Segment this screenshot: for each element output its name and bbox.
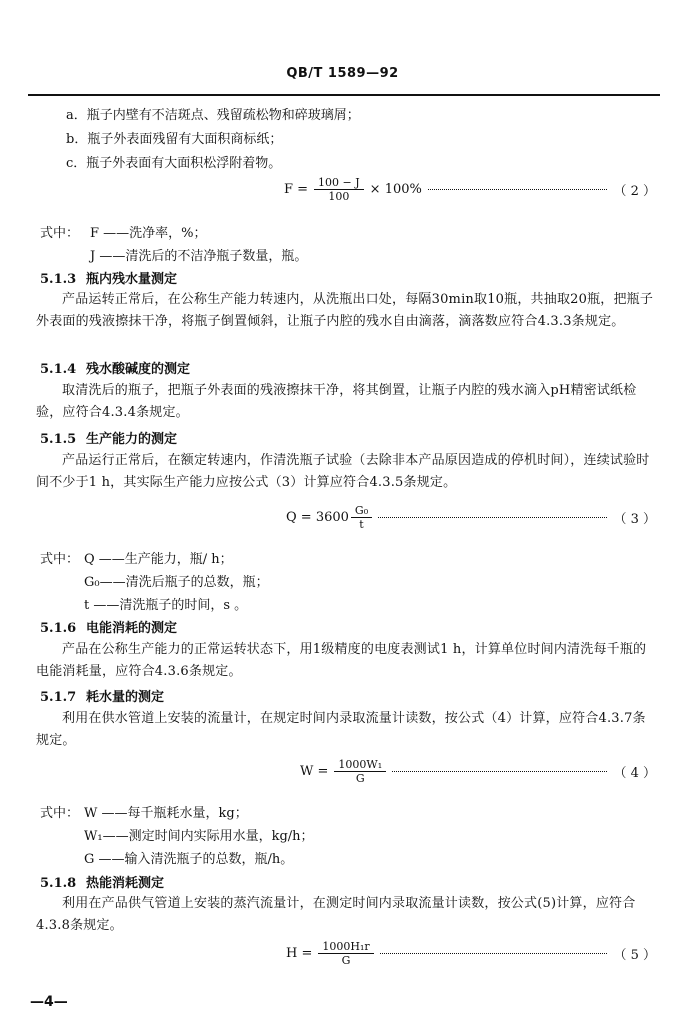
section-5-1-3-title: 瓶内残水量测定 [86, 272, 178, 287]
section-5-1-7-number: 5.1.7 [40, 690, 77, 705]
list-item-a: a．瓶子内壁有不洁斑点、残留疏松物和碎玻璃屑； [66, 108, 360, 123]
formula-5-number: （ 5 ） [613, 948, 656, 963]
formula-3 [286, 504, 656, 531]
section-5-1-7-title: 耗水量的测定 [86, 690, 165, 705]
formula-2-tail: × 100% [369, 182, 422, 197]
list-item-c: c．瓶子外表面有大面积松浮附着物。 [66, 156, 282, 171]
section-5-1-6-heading [40, 617, 177, 636]
formula-5-denominator: G [341, 954, 351, 967]
formula-2 [284, 176, 656, 203]
formula-4 [300, 758, 656, 785]
section-5-1-8-text: 利用在产品供气管道上安装的蒸汽流量计，在测定时间内录取流量计读数，按公式(5)计算，应符合4.3.8条规定。 [36, 896, 636, 933]
section-5-1-8-heading [40, 872, 164, 891]
section-5-1-5-title: 生产能力的测定 [86, 432, 178, 447]
defs-4-item: W ——每千瓶耗水量，kg； [84, 806, 248, 821]
defs-3-item: t ——清洗瓶子的时间，s 。 [84, 598, 248, 613]
formula-5-leader [380, 953, 608, 954]
section-5-1-4-heading [40, 358, 190, 377]
header-rule [28, 94, 660, 96]
formula-5-lhs: H = [286, 946, 313, 961]
formula-2-leader [428, 189, 608, 190]
section-5-1-3-number: 5.1.3 [40, 272, 77, 287]
section-5-1-4-number: 5.1.4 [40, 362, 77, 377]
defs-2-lead: 式中： [40, 226, 80, 241]
section-5-1-5-text: 产品运行正常后，在额定转速内，作清洗瓶子试验（去除非本产品原因造成的停机时间），连续试验时间不少于1 h，其实际生产能力应按公式（3）计算应符合4.3.5条规定。 [36, 453, 650, 490]
section-5-1-3-text: 产品运转正常后，在公称生产能力转速内，从洗瓶出口处，每隔30min取10瓶，共抽取20瓶，把瓶子外表面的残液擦抹干净，将瓶子倒置倾斜，让瓶子内腔的残水自由滴落，滴落数应符合4.3.3条规定。 [36, 292, 654, 329]
formula-3-fraction [351, 504, 372, 531]
list-item-b: b．瓶子外表面残留有大面积商标纸； [66, 132, 283, 147]
formula-4-denominator: G [355, 772, 365, 785]
formula-3-number: （ 3 ） [613, 512, 656, 527]
section-5-1-8-number: 5.1.8 [40, 876, 77, 891]
page-header-code: QB/T 1589—92 [286, 66, 399, 81]
section-5-1-8-title: 热能消耗测定 [86, 876, 165, 891]
section-5-1-6-number: 5.1.6 [40, 621, 77, 636]
formula-2-denominator: 100 [328, 190, 350, 203]
formula-4-numerator: 1000W₁ [334, 758, 386, 772]
defs-3-item: Q ——生产能力，瓶/ h； [84, 552, 233, 567]
section-5-1-3-heading [40, 268, 177, 287]
section-5-1-6-title: 电能消耗的测定 [86, 621, 178, 636]
formula-2-lhs: F = [284, 182, 309, 197]
section-5-1-6-text: 产品在公称生产能力的正常运转状态下，用1级精度的电度表测试1 h，计算单位时间内清洗每千瓶的电能消耗量，应符合4.3.6条规定。 [36, 642, 647, 679]
section-5-1-4-text: 取清洗后的瓶子，把瓶子外表面的残液擦抹干净，将其倒置，让瓶子内腔的残水滴入pH精密试纸检验，应符合4.3.4条规定。 [36, 383, 637, 420]
defs-4-lead: 式中： [40, 806, 80, 821]
formula-5-fraction [318, 940, 373, 967]
section-5-1-7-heading [40, 686, 164, 705]
formula-2-fraction [314, 176, 364, 203]
formula-4-number: （ 4 ） [613, 766, 656, 781]
formula-4-leader [392, 771, 607, 772]
formula-2-number: （ 2 ） [613, 184, 656, 199]
formula-3-denominator: t [359, 518, 364, 531]
defs-2-item: F ——洗净率，%； [90, 226, 207, 241]
section-5-1-5-heading [40, 428, 177, 447]
formula-3-leader [378, 517, 607, 518]
formula-2-numerator: 100 − J [314, 176, 364, 190]
defs-4-item: G ——输入清洗瓶子的总数，瓶/h。 [84, 852, 294, 867]
formula-3-lhs: Q = 3600 [286, 510, 349, 525]
section-5-1-7-text: 利用在供水管道上安装的流量计，在规定时间内录取流量计读数，按公式（4）计算，应符合4.3.7条规定。 [36, 711, 646, 748]
formula-5 [286, 940, 656, 967]
section-5-1-4-title: 残水酸碱度的测定 [86, 362, 191, 377]
formula-4-lhs: W = [300, 764, 329, 779]
page-number: —4— [30, 994, 68, 1010]
defs-3-lead: 式中： [40, 552, 80, 567]
section-5-1-5-number: 5.1.5 [40, 432, 77, 447]
formula-5-numerator: 1000H₁r [318, 940, 373, 954]
defs-3-item: G₀——清洗后瓶子的总数，瓶； [84, 575, 269, 590]
formula-3-numerator: G₀ [351, 504, 372, 518]
formula-4-fraction [334, 758, 386, 785]
defs-4-item: W₁——测定时间内实际用水量，kg/h； [84, 829, 314, 844]
defs-2-item: J ——清洗后的不洁净瓶子数量，瓶。 [90, 249, 308, 264]
